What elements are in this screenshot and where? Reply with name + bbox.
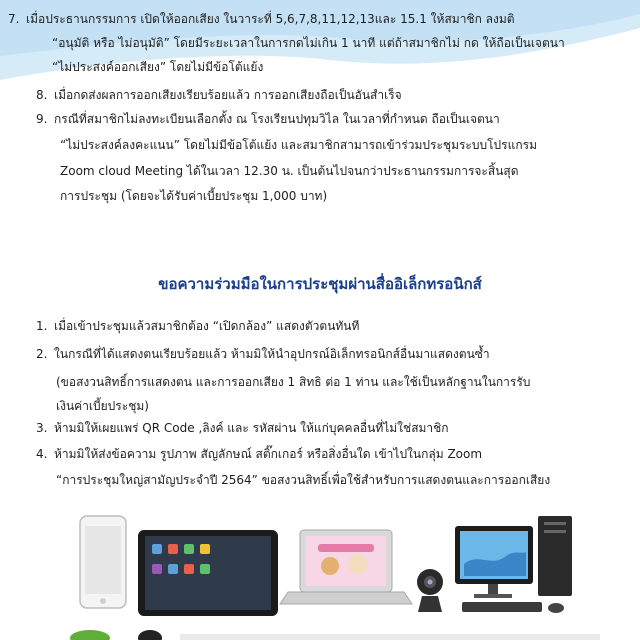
rule-item-continuation: การประชุม (โดยจะได้รับค่าเบี้ยประชุม 1,000 บาท): [60, 189, 328, 203]
etiquette-item: 2. ในกรณีที่ได้แสดงตนเรียบร้อยแล้ว ห้ามมิให้นำอุปกรณ์อิเล็กทรอนิกส์อื่นมาแสดงตนซ้ำ: [36, 347, 490, 361]
etiquette-item: 4. ห้ามมิให้ส่งข้อความ รูปภาพ สัญลักษณ์ สติ๊กเกอร์ หรือสิ่งอื่นใด เข้าไปในกลุ่ม Zoom: [36, 447, 483, 461]
rule-item-continuation: Zoom cloud Meeting ได้ในเวลา 12.30 น. เป็นต้นไปจนกว่าประธานกรรมการจะสิ้นสุด: [60, 164, 519, 178]
webcam-icon: [417, 569, 443, 612]
laptop-icon: [280, 530, 412, 604]
smartphone-icon: [80, 516, 126, 608]
rule-item-continuation: “ไม่ประสงค์ลงคะแนน” โดยไม่มีข้อโต้แย้ง และสมาชิกสามารถเข้าร่วมประชุมระบบโปรแกรม: [60, 138, 537, 152]
etiquette-item: 3. ห้ามมิให้เผยแพร่ QR Code ,ลิงค์ และ รหัสผ่าน ให้แก่บุคคลอื่นที่ไม่ใช่สมาชิก: [36, 421, 449, 435]
rule-item: 9. กรณีที่สมาชิกไม่ลงทะเบียนเลือกตั้ง ณ โรงเรียนปทุมวิไล ในเวลาที่กำหนด ถือเป็นเจตนา: [36, 112, 500, 126]
etiquette-item-continuation: “การประชุมใหญ่สามัญประจำปี 2564” ขอสงวนสิทธิ์เพื่อใช้สำหรับการแสดงตนและการออกเสียง: [56, 473, 551, 487]
tablet-icon: [138, 530, 278, 616]
etiquette-item-continuation: เงินค่าเบี้ยประชุม): [56, 399, 149, 413]
etiquette-item-continuation: (ขอสงวนสิทธิ์การแสดงตน และการออกเสียง 1 สิทธิ ต่อ 1 ท่าน และใช้เป็นหลักฐานในการรับ: [56, 375, 531, 389]
rule-item-continuation: “อนุมัติ หรือ ไม่อนุมัติ” โดยมีระยะเวลาในการกดไม่เกิน 1 นาที แต่ถ้าสมาชิกไม่ กด ให้ถือเป็นเจตนา: [52, 36, 565, 50]
electronic-devices-illustration: [60, 508, 580, 620]
rule-item-continuation: “ไม่ประสงค์ออกเสียง” โดยไม่มีข้อโต้แย้ง: [52, 60, 264, 74]
rule-item: 8. เมื่อกดส่งผลการออกเสียงเรียบร้อยแล้ว การออกเสียงถือเป็นอันสำเร็จ: [36, 88, 402, 102]
desktop-computer-icon: [455, 516, 572, 613]
etiquette-item: 1. เมื่อเข้าประชุมแล้วสมาชิกต้อง “เปิดกล้อง” แสดงตัวตนทันที: [36, 319, 360, 333]
footer-decoration: [0, 622, 640, 640]
rule-item: 7. เมื่อประธานกรรมการ เปิดให้ออกเสียง ในวาระที่ 5,6,7,8,11,12,13และ 15.1 ให้สมาชิก ลงมติ: [8, 12, 515, 26]
section-title: ขอความร่วมมือในการประชุมผ่านสื่ออิเล็กทรอนิกส์: [158, 275, 482, 293]
